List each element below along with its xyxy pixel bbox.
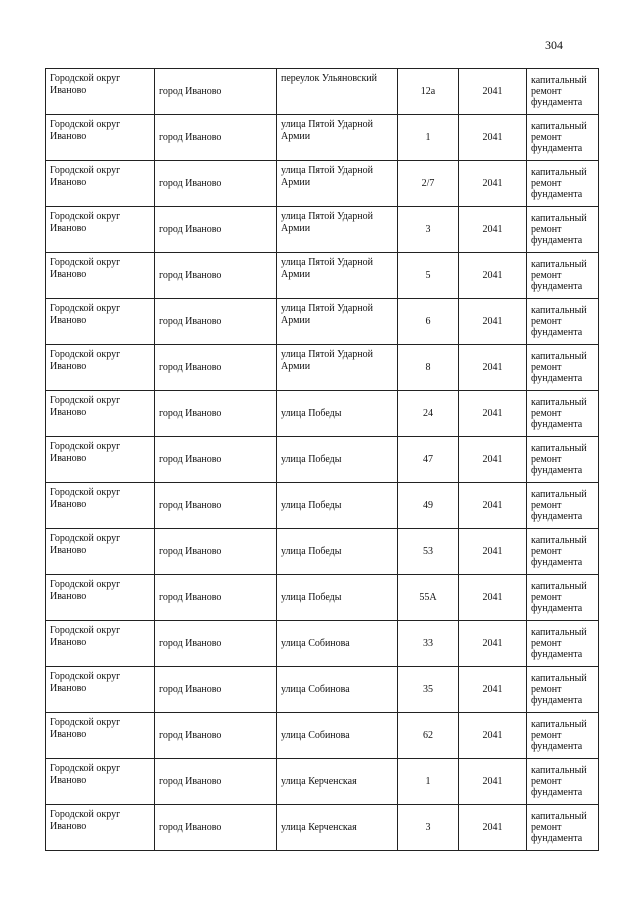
house-number-cell: 6 — [398, 299, 459, 345]
street-cell: улица Собинова — [277, 621, 398, 667]
city-cell: город Иваново — [155, 621, 277, 667]
okrug-cell: Городской округ Иваново — [46, 207, 155, 253]
house-number-cell: 33 — [398, 621, 459, 667]
house-number-cell: 24 — [398, 391, 459, 437]
house-number-cell: 49 — [398, 483, 459, 529]
year-cell: 2041 — [459, 483, 527, 529]
table-row — [46, 529, 599, 575]
okrug-cell: Городской округ Иваново — [46, 69, 155, 115]
table-row — [46, 161, 599, 207]
table-row — [46, 483, 599, 529]
table-body — [46, 69, 599, 851]
table-row — [46, 345, 599, 391]
work-type-cell: капитальный ремонт фундамента — [527, 759, 599, 805]
city-cell: город Иваново — [155, 207, 277, 253]
work-type-cell: капитальный ремонт фундамента — [527, 575, 599, 621]
street-cell: переулок Ульяновский — [277, 69, 398, 115]
street-cell: улица Собинова — [277, 713, 398, 759]
house-number-cell: 1 — [398, 115, 459, 161]
house-number-cell: 8 — [398, 345, 459, 391]
table-row — [46, 299, 599, 345]
year-cell: 2041 — [459, 161, 527, 207]
okrug-cell: Городской округ Иваново — [46, 161, 155, 207]
street-cell: улица Победы — [277, 391, 398, 437]
city-cell: город Иваново — [155, 759, 277, 805]
table-row — [46, 713, 599, 759]
street-cell: улица Керченская — [277, 805, 398, 851]
house-number-cell: 2/7 — [398, 161, 459, 207]
work-type-cell: капитальный ремонт фундамента — [527, 529, 599, 575]
year-cell: 2041 — [459, 713, 527, 759]
street-cell: улица Пятой Ударной Армии — [277, 253, 398, 299]
table-row — [46, 575, 599, 621]
city-cell: город Иваново — [155, 713, 277, 759]
street-cell: улица Пятой Ударной Армии — [277, 115, 398, 161]
work-type-cell: капитальный ремонт фундамента — [527, 713, 599, 759]
year-cell: 2041 — [459, 437, 527, 483]
table-row — [46, 759, 599, 805]
year-cell: 2041 — [459, 253, 527, 299]
city-cell: город Иваново — [155, 805, 277, 851]
house-number-cell: 62 — [398, 713, 459, 759]
okrug-cell: Городской округ Иваново — [46, 575, 155, 621]
year-cell: 2041 — [459, 115, 527, 161]
okrug-cell: Городской округ Иваново — [46, 713, 155, 759]
okrug-cell: Городской округ Иваново — [46, 345, 155, 391]
house-number-cell: 12а — [398, 69, 459, 115]
okrug-cell: Городской округ Иваново — [46, 621, 155, 667]
okrug-cell: Городской округ Иваново — [46, 437, 155, 483]
year-cell: 2041 — [459, 575, 527, 621]
work-type-cell: капитальный ремонт фундамента — [527, 621, 599, 667]
house-number-cell: 47 — [398, 437, 459, 483]
work-type-cell: капитальный ремонт фундамента — [527, 161, 599, 207]
city-cell: город Иваново — [155, 115, 277, 161]
street-cell: улица Пятой Ударной Армии — [277, 345, 398, 391]
year-cell: 2041 — [459, 69, 527, 115]
house-number-cell: 53 — [398, 529, 459, 575]
okrug-cell: Городской округ Иваново — [46, 805, 155, 851]
table-row — [46, 115, 599, 161]
work-type-cell: капитальный ремонт фундамента — [527, 207, 599, 253]
city-cell: город Иваново — [155, 161, 277, 207]
table-row — [46, 805, 599, 851]
work-type-cell: капитальный ремонт фундамента — [527, 805, 599, 851]
okrug-cell: Городской округ Иваново — [46, 391, 155, 437]
house-number-cell: 5 — [398, 253, 459, 299]
okrug-cell: Городской округ Иваново — [46, 759, 155, 805]
okrug-cell: Городской округ Иваново — [46, 299, 155, 345]
work-type-cell: капитальный ремонт фундамента — [527, 299, 599, 345]
year-cell: 2041 — [459, 759, 527, 805]
city-cell: город Иваново — [155, 575, 277, 621]
street-cell: улица Победы — [277, 575, 398, 621]
table-row — [46, 667, 599, 713]
street-cell: улица Собинова — [277, 667, 398, 713]
okrug-cell: Городской округ Иваново — [46, 253, 155, 299]
page-number: 304 — [545, 38, 563, 52]
city-cell: город Иваново — [155, 69, 277, 115]
table-row — [46, 207, 599, 253]
street-cell: улица Пятой Ударной Армии — [277, 207, 398, 253]
city-cell: город Иваново — [155, 437, 277, 483]
street-cell: улица Пятой Ударной Армии — [277, 299, 398, 345]
work-type-cell: капитальный ремонт фундамента — [527, 391, 599, 437]
year-cell: 2041 — [459, 621, 527, 667]
city-cell: город Иваново — [155, 299, 277, 345]
okrug-cell: Городской округ Иваново — [46, 529, 155, 575]
year-cell: 2041 — [459, 391, 527, 437]
repair-schedule-table — [45, 68, 599, 851]
okrug-cell: Городской округ Иваново — [46, 483, 155, 529]
city-cell: город Иваново — [155, 483, 277, 529]
work-type-cell: капитальный ремонт фундамента — [527, 69, 599, 115]
table-row — [46, 253, 599, 299]
table-row — [46, 69, 599, 115]
street-cell: улица Победы — [277, 437, 398, 483]
work-type-cell: капитальный ремонт фундамента — [527, 345, 599, 391]
work-type-cell: капитальный ремонт фундамента — [527, 667, 599, 713]
city-cell: город Иваново — [155, 667, 277, 713]
house-number-cell: 55А — [398, 575, 459, 621]
street-cell: улица Керченская — [277, 759, 398, 805]
street-cell: улица Победы — [277, 483, 398, 529]
house-number-cell: 3 — [398, 207, 459, 253]
year-cell: 2041 — [459, 345, 527, 391]
okrug-cell: Городской округ Иваново — [46, 667, 155, 713]
table-row — [46, 437, 599, 483]
work-type-cell: капитальный ремонт фундамента — [527, 115, 599, 161]
street-cell: улица Пятой Ударной Армии — [277, 161, 398, 207]
city-cell: город Иваново — [155, 345, 277, 391]
house-number-cell: 35 — [398, 667, 459, 713]
house-number-cell: 1 — [398, 759, 459, 805]
house-number-cell: 3 — [398, 805, 459, 851]
work-type-cell: капитальный ремонт фундамента — [527, 483, 599, 529]
year-cell: 2041 — [459, 667, 527, 713]
city-cell: город Иваново — [155, 529, 277, 575]
year-cell: 2041 — [459, 299, 527, 345]
table-row — [46, 391, 599, 437]
city-cell: город Иваново — [155, 253, 277, 299]
street-cell: улица Победы — [277, 529, 398, 575]
year-cell: 2041 — [459, 805, 527, 851]
okrug-cell: Городской округ Иваново — [46, 115, 155, 161]
work-type-cell: капитальный ремонт фундамента — [527, 437, 599, 483]
work-type-cell: капитальный ремонт фундамента — [527, 253, 599, 299]
year-cell: 2041 — [459, 207, 527, 253]
table-row — [46, 621, 599, 667]
city-cell: город Иваново — [155, 391, 277, 437]
year-cell: 2041 — [459, 529, 527, 575]
